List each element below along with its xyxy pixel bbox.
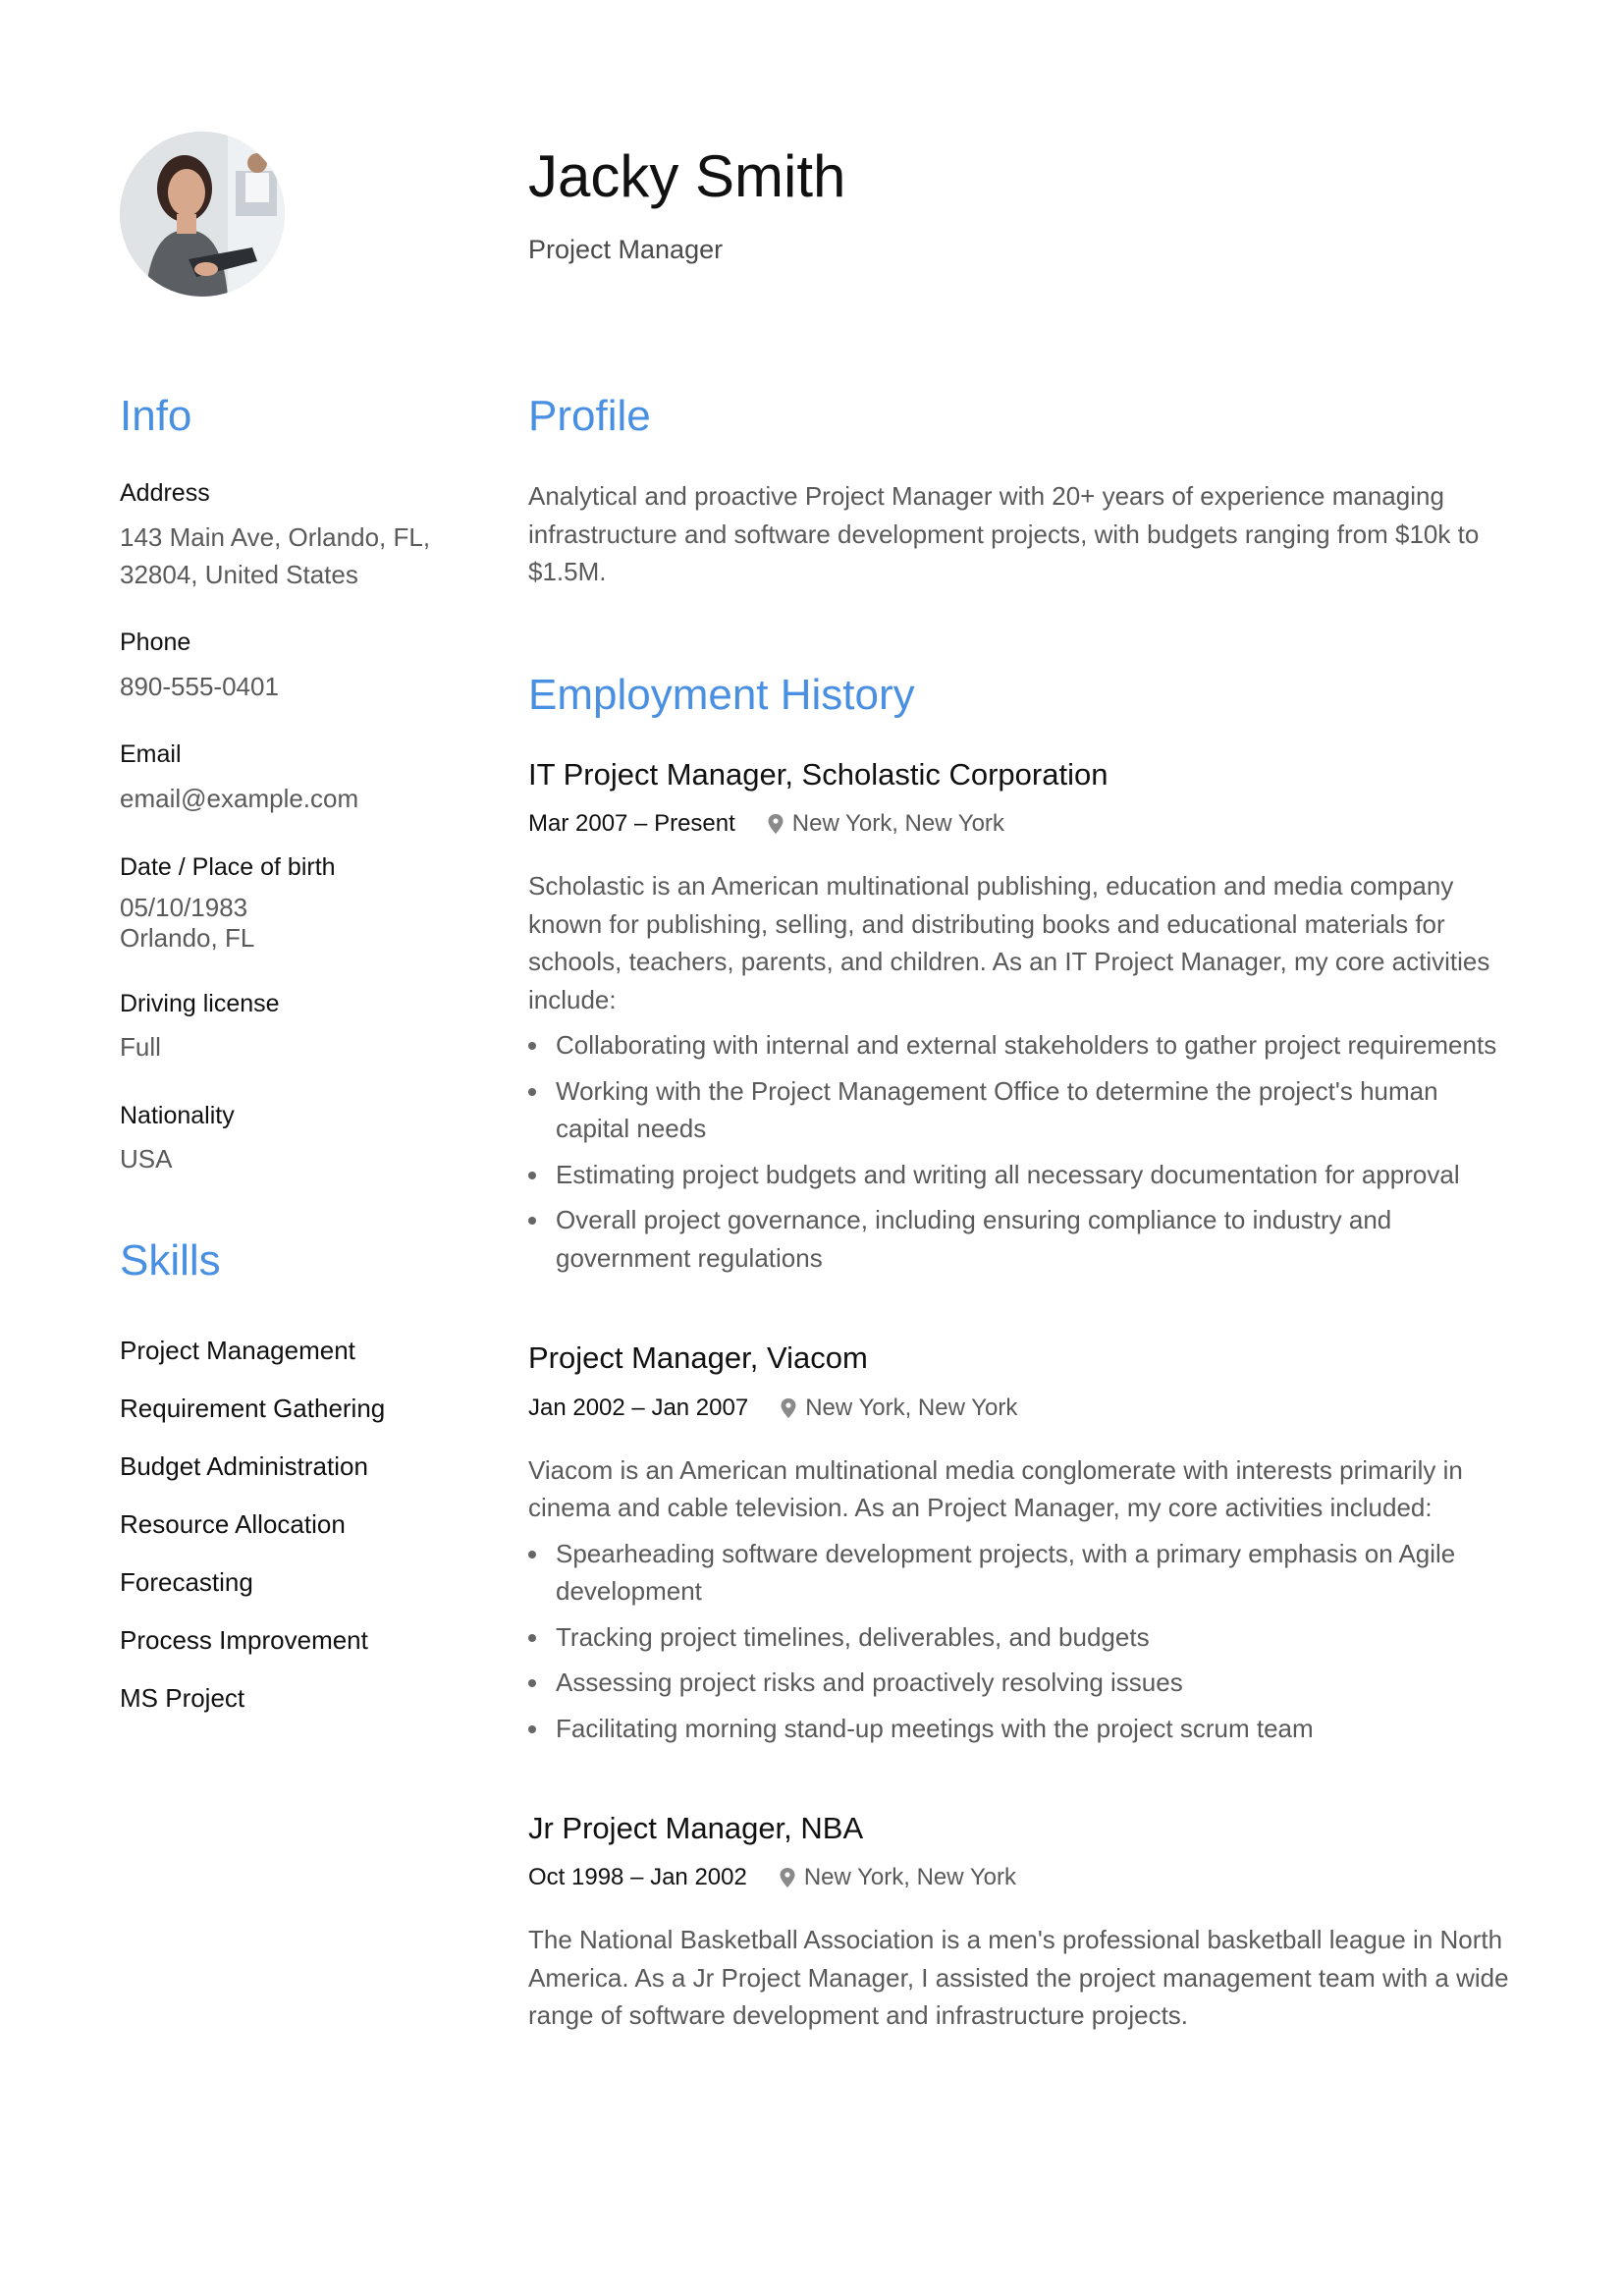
profile-photo-image: [120, 132, 285, 297]
skill-item: Forecasting: [120, 1567, 253, 1598]
job-title: Jr Project Manager, NBA: [528, 1811, 864, 1846]
profile-photo: [120, 132, 285, 297]
left-column: [120, 393, 454, 1727]
job-location: [780, 1394, 1017, 1422]
right-column: [528, 393, 1510, 2035]
job-entry: [528, 1810, 1510, 2035]
job-bullet: Estimating project budgets and writing all necessary documentation for approval: [528, 1156, 1510, 1194]
info-nationality: [120, 1100, 454, 1178]
skill-item: Requirement Gathering: [120, 1394, 386, 1424]
job-bullet: Tracking project timelines, deliverables, and budgets: [528, 1618, 1510, 1657]
resume-header: [528, 145, 845, 265]
job-title: Project Manager, Viacom: [528, 1340, 868, 1376]
skill-item: Process Improvement: [120, 1625, 368, 1656]
job-bullet: Facilitating morning stand-up meetings with the project scrum team: [528, 1710, 1510, 1748]
info-value: [120, 893, 454, 954]
job-bullet: Assessing project risks and proactively resolving issues: [528, 1664, 1510, 1702]
info-value: Full: [120, 1032, 161, 1063]
job-meta: [528, 1864, 1510, 1891]
job-bullets: [528, 1026, 1510, 1277]
job-bullet: Overall project governance, including ensuring compliance to industry and government regulations: [528, 1201, 1510, 1277]
info-label: Phone: [120, 629, 191, 657]
job-location: [779, 1864, 1016, 1891]
job-bullets: [528, 1535, 1510, 1748]
info-driving-license: [120, 988, 454, 1066]
job-location-text: New York, New York: [803, 1864, 1016, 1891]
job-meta: [528, 810, 1510, 838]
info-phone: [120, 627, 454, 705]
info-label: Nationality: [120, 1101, 235, 1129]
skill-item: Project Management: [120, 1336, 355, 1366]
job-dates: Mar 2007 – Present: [528, 810, 735, 838]
info-value: email@example.com: [120, 783, 359, 813]
info-label: Date / Place of birth: [120, 852, 336, 881]
info-value: 143 Main Ave, Orlando, FL, 32804, United States: [120, 521, 431, 589]
skills-list: [120, 1322, 454, 1727]
job-location-text: New York, New York: [791, 810, 1004, 838]
info-address: [120, 477, 454, 593]
skills-heading: Skills: [120, 1235, 221, 1285]
candidate-title: Project Manager: [528, 235, 724, 264]
job-bullet: Spearheading software development projects, with a primary emphasis on Agile development: [528, 1535, 1510, 1611]
location-pin-icon: [767, 813, 784, 835]
job-description: The National Basketball Association is a men's professional basketball league in North America. As a Jr Project Manager, I assisted the project management team with a wide range of software development and infrastructure projects.: [528, 1925, 1509, 2031]
job-description: Viacom is an American multinational media conglomerate with interests primarily in cinema and cable television. As an Project Manager, my core activities included:: [528, 1454, 1463, 1523]
employment-heading: Employment History: [528, 670, 915, 719]
job-dates: Jan 2002 – Jan 2007: [528, 1394, 749, 1421]
info-list: [120, 477, 454, 1178]
info-value: 890-555-0401: [120, 671, 279, 701]
job-location-text: New York, New York: [805, 1394, 1018, 1421]
info-label: Address: [120, 479, 210, 508]
profile-summary: Analytical and proactive Project Manager with 20+ years of experience managing infrastructure and software development projects, with budgets ranging from $10k to $1.5M.: [528, 481, 1480, 587]
job-entry: [528, 756, 1510, 1277]
candidate-name: Jacky Smith: [528, 143, 846, 209]
info-email: [120, 738, 454, 817]
job-description: Scholastic is an American multinational publishing, education and media company known for publishing, selling, and distributing books and educational materials for schools, teachers, parents, and children. As an IT Project Manager, my core activities include:: [528, 871, 1490, 1014]
skill-item: Budget Administration: [120, 1451, 368, 1482]
info-birth: [120, 851, 454, 955]
birth-date: 05/10/1983: [120, 893, 248, 923]
location-pin-icon: [779, 1867, 796, 1888]
info-value: USA: [120, 1144, 173, 1175]
birth-place: Orlando, FL: [120, 923, 255, 954]
info-heading: Info: [120, 392, 192, 440]
job-title: IT Project Manager, Scholastic Corporation: [528, 757, 1108, 793]
job-meta: [528, 1394, 1510, 1422]
skill-item: MS Project: [120, 1683, 245, 1714]
job-bullet: Collaborating with internal and external stakeholders to gather project requirements: [528, 1026, 1510, 1065]
job-dates: Oct 1998 – Jan 2002: [528, 1864, 747, 1891]
skill-item: Resource Allocation: [120, 1509, 346, 1540]
info-label: Driving license: [120, 989, 280, 1017]
location-pin-icon: [780, 1397, 797, 1419]
info-label: Email: [120, 740, 182, 769]
job-bullet: Working with the Project Management Office to determine the project's human capital needs: [528, 1072, 1510, 1148]
job-entry: [528, 1339, 1510, 1747]
job-location: [767, 810, 1004, 838]
profile-heading: Profile: [528, 392, 651, 440]
